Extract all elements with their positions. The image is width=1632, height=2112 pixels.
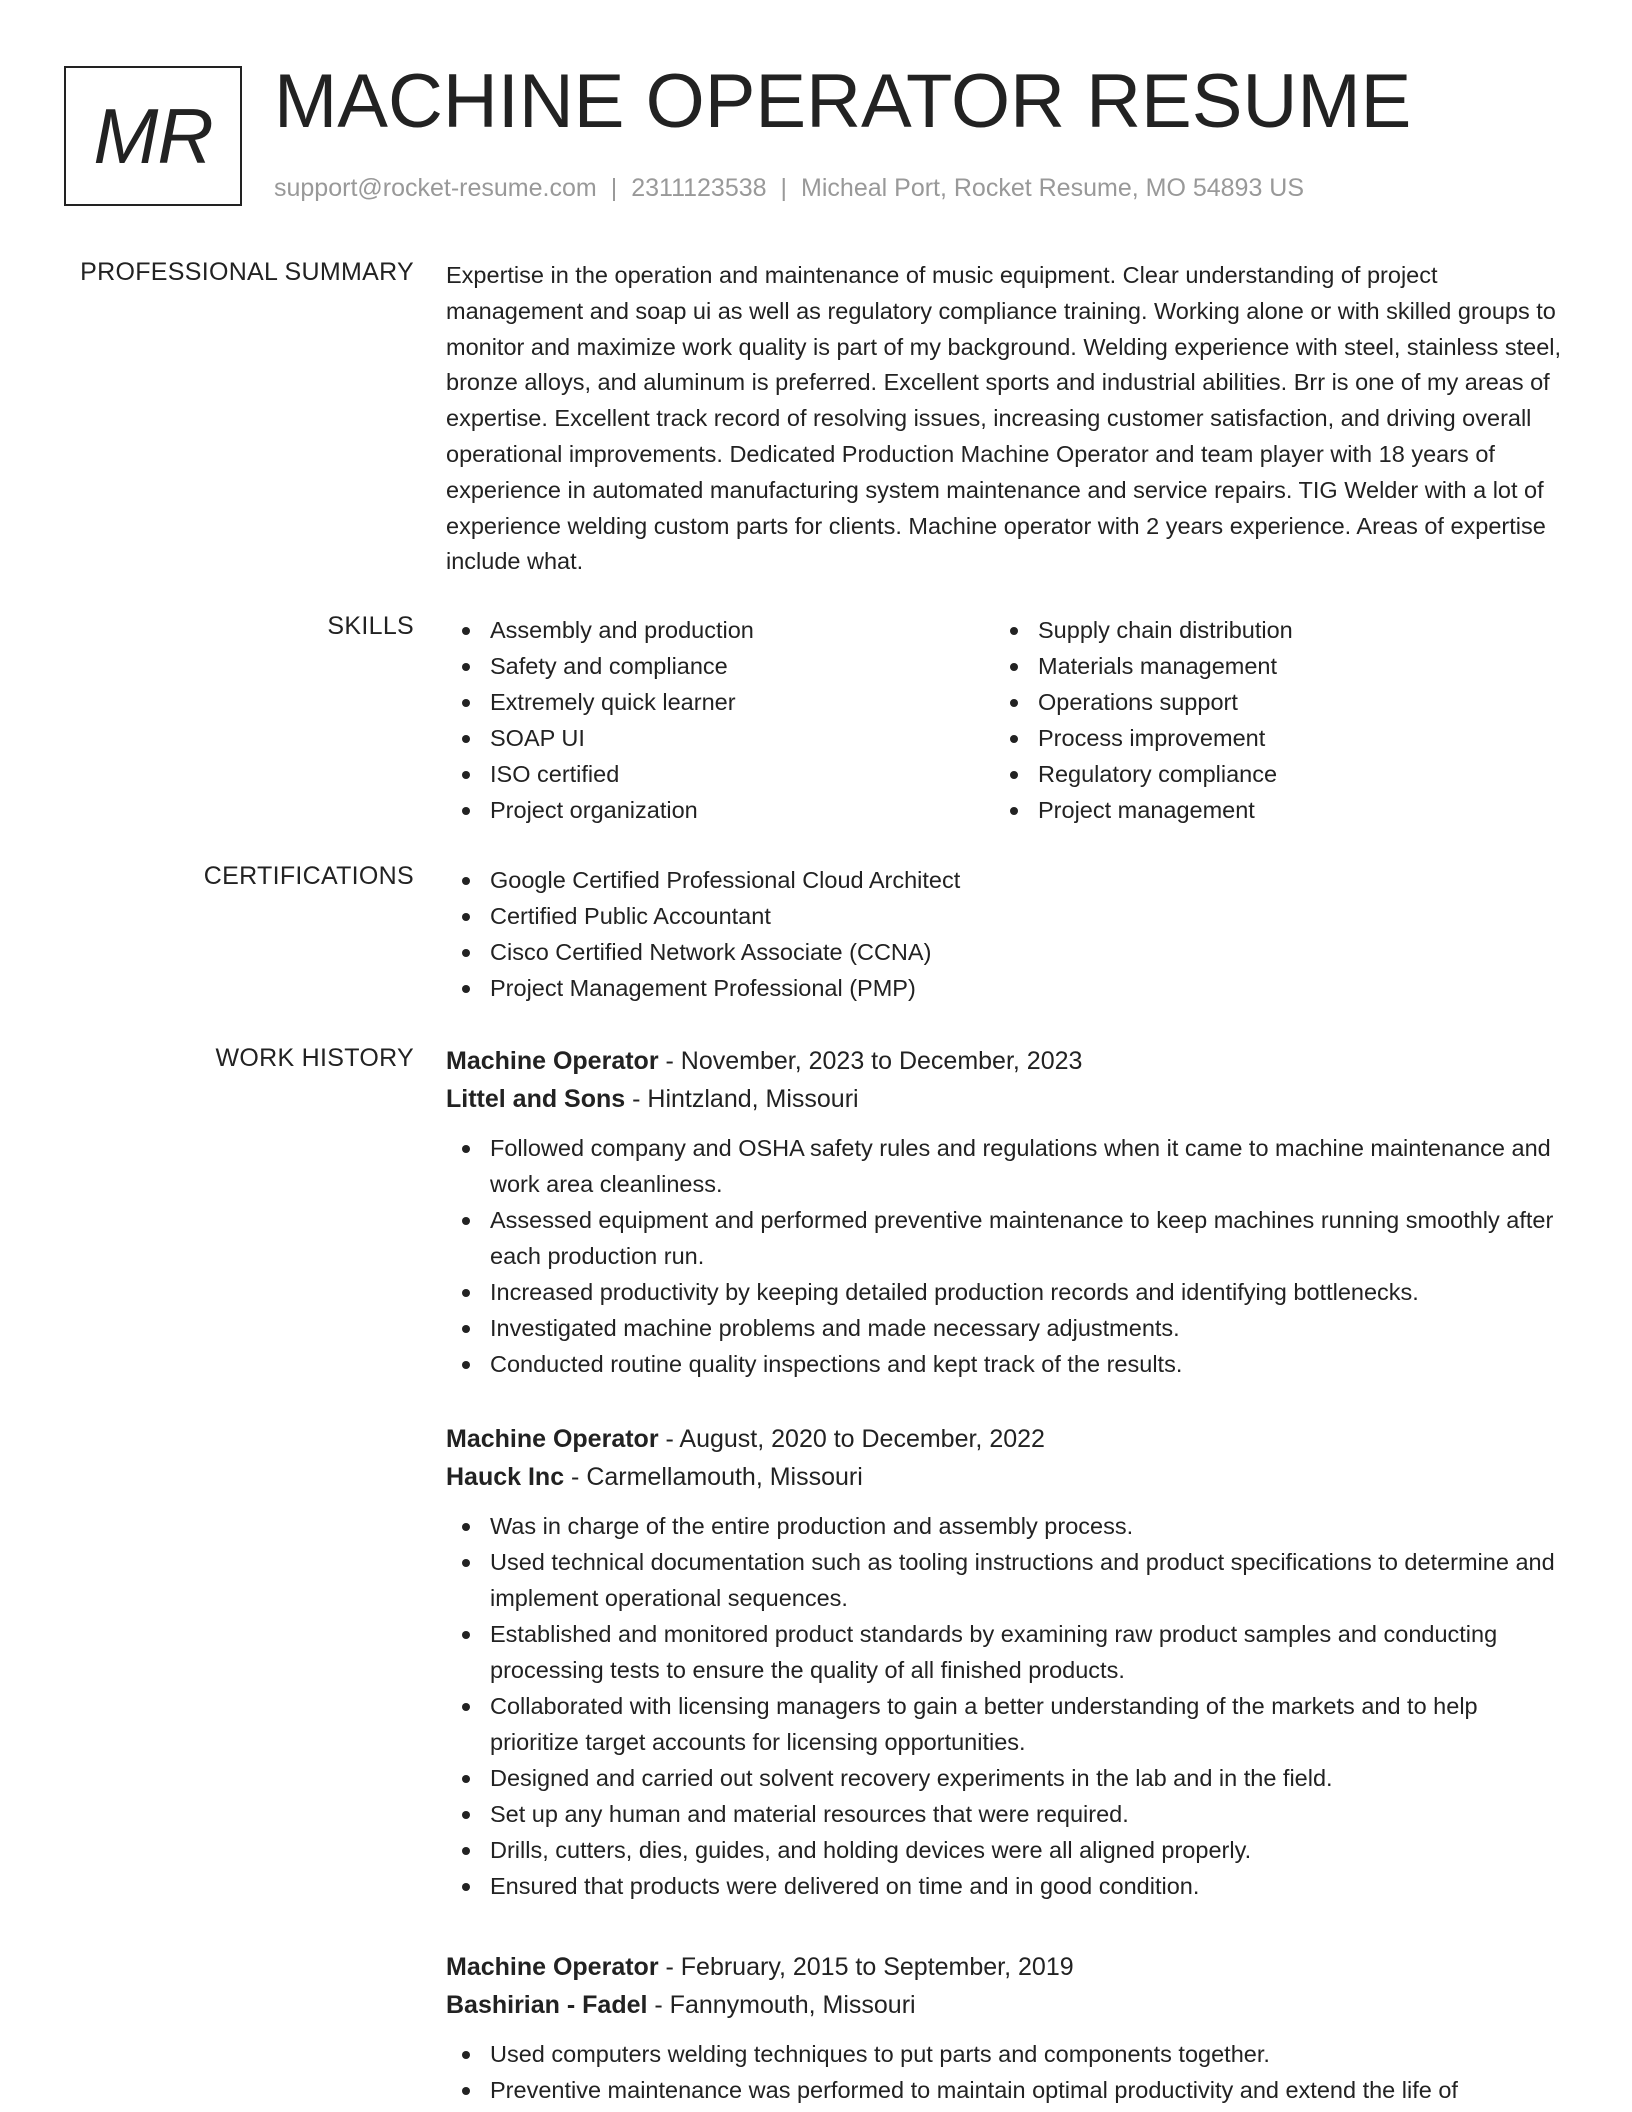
dash: - — [647, 1991, 670, 2019]
job-duties — [446, 1508, 1566, 1904]
job-location: Carmellamouth, Missouri — [586, 1463, 863, 1491]
certifications-list — [446, 862, 1566, 1006]
duty-item: Used technical documentation such as tooling instructions and product specifications to determine and implement operational sequences. — [446, 1544, 1566, 1616]
skill-item: Project management — [994, 792, 1542, 828]
job-entry — [446, 1042, 1566, 1382]
duty-item: Preventive maintenance was performed to maintain optimal productivity and extend the life of — [446, 2072, 1566, 2108]
duty-item: Investigated machine problems and made necessary adjustments. — [446, 1310, 1566, 1346]
skill-item: Safety and compliance — [446, 648, 994, 684]
skill-item: Project organization — [446, 792, 994, 828]
dash: - — [658, 1953, 681, 1981]
certification-item: Cisco Certified Network Associate (CCNA) — [446, 934, 1566, 970]
duty-item: Designed and carried out solvent recovery experiments in the lab and in the field. — [446, 1760, 1566, 1796]
section-label-certifications: CERTIFICATIONS — [203, 862, 414, 890]
job-duties — [446, 2036, 1566, 2108]
job-location: Fannymouth, Missouri — [669, 1991, 916, 2019]
dash: - — [658, 1425, 680, 1453]
contact-separator: | — [780, 174, 788, 202]
duty-item: Ensured that products were delivered on time and in good condition. — [446, 1868, 1566, 1904]
job-company-line — [446, 1986, 1566, 2024]
skill-item: Regulatory compliance — [994, 756, 1542, 792]
job-location: Hintzland, Missouri — [647, 1085, 859, 1113]
job-title: Machine Operator — [446, 1425, 659, 1453]
contact-email: support@rocket-resume.com — [274, 174, 597, 202]
duty-item: Used computers welding techniques to put parts and components together. — [446, 2036, 1566, 2072]
job-dates: August, 2020 to December, 2022 — [679, 1425, 1045, 1453]
duty-item: Set up any human and material resources that were required. — [446, 1796, 1566, 1832]
skill-item: Operations support — [994, 684, 1542, 720]
job-title-line — [446, 1042, 1566, 1080]
job-entry — [446, 1948, 1566, 2108]
certifications-body — [446, 862, 1566, 1006]
skills-list-right — [994, 612, 1542, 828]
section-label-summary: PROFESSIONAL SUMMARY — [80, 258, 414, 286]
duty-item: Collaborated with licensing managers to gain a better understanding of the markets and to help prioritize target accounts for licensing opportunities. — [446, 1688, 1566, 1760]
certification-item: Certified Public Accountant — [446, 898, 1566, 934]
skill-item: Extremely quick learner — [446, 684, 994, 720]
skill-item: Materials management — [994, 648, 1542, 684]
job-title: Machine Operator — [446, 1047, 659, 1075]
dash: - — [564, 1463, 587, 1491]
section-label-work-history: WORK HISTORY — [215, 1044, 414, 1072]
job-entry — [446, 1420, 1566, 1904]
section-label-skills: SKILLS — [327, 612, 414, 640]
monogram-logo: MR — [64, 66, 242, 206]
summary-text: Expertise in the operation and maintenance of music equipment. Clear understanding of project management and soap ui as well as regulatory compliance training. Working alone or with skilled groups to monitor and maximize work quality is part of my background. Welding experience with steel, stainless steel, bronze alloys, and aluminum is preferred. Excellent sports and industrial abilities. Brr is one of my areas of expertise. Excellent track record of resolving issues, increasing customer satisfaction, and driving overall operational improvements. Dedicated Production Machine Operator and team player with 18 years of experience in automated manufacturing system maintenance and service repairs. TIG Welder with a lot of experience welding custom parts for clients. Machine operator with 2 years experience. Areas of expertise include what. — [446, 262, 1562, 575]
contact-separator: | — [610, 174, 618, 202]
job-company: Bashirian - Fadel — [446, 1991, 648, 2019]
page-title: MACHINE OPERATOR RESUME — [274, 59, 1412, 144]
duty-item: Followed company and OSHA safety rules and regulations when it came to machine maintenance and work area cleanliness. — [446, 1130, 1566, 1202]
certification-item: Project Management Professional (PMP) — [446, 970, 1566, 1006]
dash: - — [658, 1047, 681, 1075]
contact-phone: 2311123538 — [631, 174, 767, 202]
job-company-line — [446, 1080, 1566, 1118]
skill-item: ISO certified — [446, 756, 994, 792]
job-company: Hauck Inc — [446, 1463, 565, 1491]
skill-item: Assembly and production — [446, 612, 994, 648]
skills-grid — [446, 612, 1566, 828]
duty-item: Established and monitored product standards by examining raw product samples and conducting processing tests to ensure the quality of all finished products. — [446, 1616, 1566, 1688]
job-title: Machine Operator — [446, 1953, 659, 1981]
job-title-line — [446, 1420, 1566, 1458]
contact-line — [274, 174, 1304, 203]
duty-item: Drills, cutters, dies, guides, and holding devices were all aligned properly. — [446, 1832, 1566, 1868]
duty-item: Conducted routine quality inspections and kept track of the results. — [446, 1346, 1566, 1382]
duty-item: Increased productivity by keeping detailed production records and identifying bottlenecks. — [446, 1274, 1566, 1310]
dash: - — [625, 1085, 648, 1113]
job-duties — [446, 1130, 1566, 1382]
job-title-line — [446, 1948, 1566, 1986]
skills-list-left — [446, 612, 994, 828]
duty-item: Assessed equipment and performed preventive maintenance to keep machines running smoothly after each production run. — [446, 1202, 1566, 1274]
skill-item: SOAP UI — [446, 720, 994, 756]
certification-item: Google Certified Professional Cloud Architect — [446, 862, 1566, 898]
job-dates: February, 2015 to September, 2019 — [680, 1953, 1074, 1981]
duty-item: Was in charge of the entire production and assembly process. — [446, 1508, 1566, 1544]
job-company: Littel and Sons — [446, 1085, 626, 1113]
skill-item: Supply chain distribution — [994, 612, 1542, 648]
contact-address: Micheal Port, Rocket Resume, MO 54893 US — [801, 174, 1305, 202]
skill-item: Process improvement — [994, 720, 1542, 756]
job-dates: November, 2023 to December, 2023 — [680, 1047, 1083, 1075]
job-company-line — [446, 1458, 1566, 1496]
